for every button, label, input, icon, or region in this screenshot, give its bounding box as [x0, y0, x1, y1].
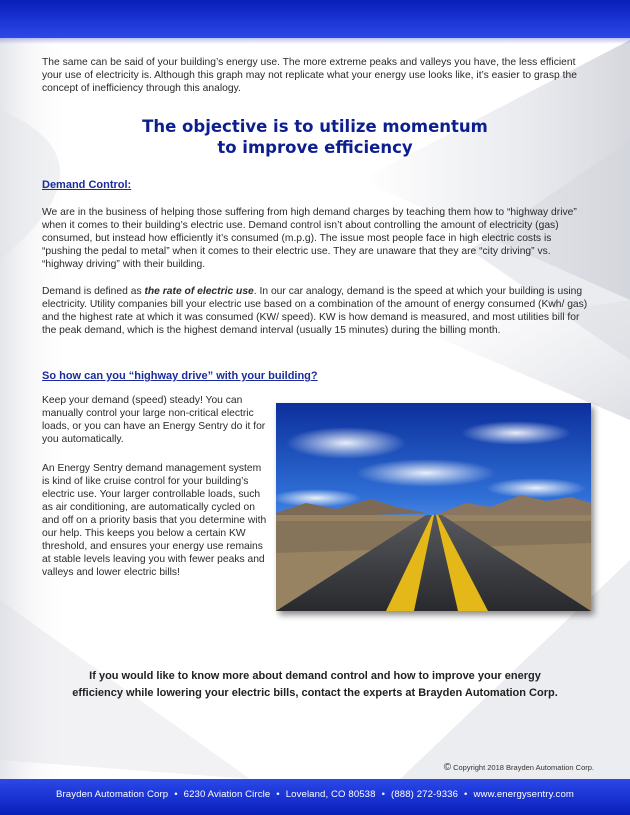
closing-message — [40, 668, 590, 702]
demand-control-paragraph-1: We are in the business of helping those suffering from high demand charges by teaching them how to “highway drive” when it comes to their building’s electric use. Demand control isn’t about controlling the amount of electricity (gas) consumed, but instead how efficiently it’s consumed (m.p.g). The issue most people face in high electric costs is “pushing the pedal to metal” when it comes to their electric use. They are unaware that they are “city driving” vs. “highway driving” with their building. — [42, 207, 577, 270]
copyright-text: Copyright 2018 Brayden Automation Corp. — [453, 763, 594, 772]
highway-paragraph-2: An Energy Sentry demand management system is kind of like cruise control for your building’s electric use. Your larger controllable loads, such as air conditioning, are automatically cycled on and off on a priority basis that you determine with our help. This keeps you below a certain KW threshold, and ensures your energy use remains at stable levels leaving you with fewer peaks and valleys and lower electric bills! — [42, 463, 267, 578]
footer-city: Loveland, CO 80538 — [285, 789, 376, 800]
footer-website-link[interactable]: www.energysentry.com — [473, 789, 574, 800]
footer-separator: • — [276, 789, 280, 800]
demand-definition-lead: Demand is defined as — [42, 286, 145, 297]
highway-photo — [276, 403, 591, 611]
footer-address: 6230 Aviation Circle — [183, 789, 271, 800]
footer-contact-line — [0, 789, 630, 800]
copyright-icon: © — [443, 762, 452, 773]
intro-paragraph: The same can be said of your building’s energy use. The more extreme peaks and valleys you have, the less efficient your use of electricity is. Although this graph may not replicate what your energy use looks like, it’s easier to grasp the concept of inefficiency through this analogy. — [42, 57, 577, 94]
headline-line-2: to improve efficiency — [217, 138, 413, 157]
page-headline — [0, 116, 630, 158]
highway-paragraph-1: Keep your demand (speed) steady! You can manually control your large non-critical electric loads, or you can have an Energy Sentry do it for you automatically. — [42, 395, 266, 445]
demand-control-heading: Demand Control: — [42, 179, 132, 191]
demand-definition-emphasis: the rate of electric use — [144, 286, 254, 297]
copyright-notice — [444, 762, 594, 773]
footer-separator: • — [174, 789, 178, 800]
footer-separator: • — [381, 789, 386, 800]
demand-control-paragraph-2 — [42, 285, 590, 337]
footer-separator: • — [464, 789, 468, 800]
headline-line-1: The objective is to utilize momentum — [142, 117, 488, 136]
footer-phone: (888) 272-9336 — [391, 789, 459, 800]
highway-road-illustration — [276, 403, 591, 611]
demand-definition-body: . In our car analogy, demand is the speed at which your building is using electricity. Utility companies bill your electric use based on a combination of the amount of energy consumed (Kwh/ gas) and the highest rate at which it was consumed (KW/ speed). KW is how demand is measured, and most utilities bill for the peak demand, which is the highest demand interval (usually 15 minutes) during the billing month. — [42, 286, 588, 336]
closing-line-1: If you would like to know more about demand control and how to improve your energy — [89, 670, 541, 682]
footer-company: Brayden Automation Corp — [56, 789, 169, 800]
closing-line-2: efficiency while lowering your electric bills, contact the experts at Brayden Automation Corp. — [72, 687, 558, 699]
highway-drive-heading: So how can you “highway drive” with your building? — [42, 370, 318, 382]
